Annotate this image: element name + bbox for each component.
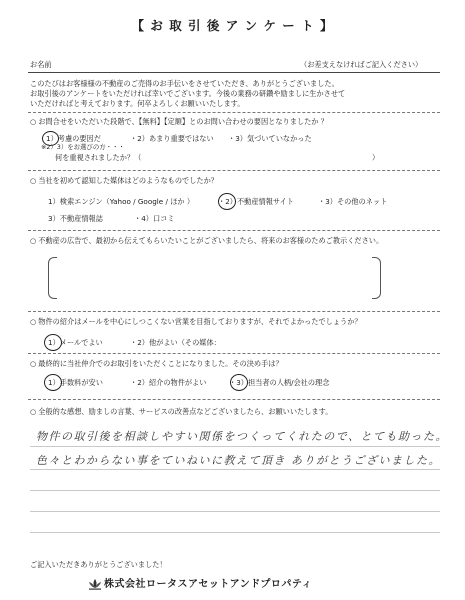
divider — [28, 170, 440, 171]
q4-option-1[interactable]: 1）メールでよい — [48, 338, 103, 347]
answer-line[interactable] — [30, 469, 440, 470]
name-line[interactable] — [28, 72, 440, 73]
lotus-logo-icon — [88, 575, 102, 587]
divider — [28, 230, 440, 231]
q6-handwritten-line-2: 色々とわからない事をていねいに教えて頂き ありがとうございました。 — [36, 454, 441, 467]
q3-answer-bracket-left — [48, 257, 57, 299]
name-label: お名前 — [30, 60, 52, 69]
q2-option-2[interactable]: ・2）不動産情報サイト — [218, 197, 294, 206]
q2-option-5[interactable]: ・4）口コミ — [134, 214, 175, 223]
intro-line-1: このたびはお客様様の不動産のご売得のお手伝いをさせていただき、ありがとうございました。 — [30, 79, 339, 88]
company-name: 株式会社ロータスアセットアンドプロパティ — [104, 579, 313, 590]
q1-question: ○ お問合せをいただいた段階で、【無料】【定額】とのお問い合わせの要因となりましたか ？ — [30, 117, 328, 126]
q2-option-4[interactable]: 3）不動産情報誌 — [48, 214, 103, 223]
q5-option-1[interactable]: 1）手数料が安い — [48, 378, 103, 387]
q2-option-3[interactable]: ・3）その他のネット — [318, 197, 388, 206]
q2-question: ○ 当社を初めて認知した媒体はどのようなものでしたか？ — [30, 176, 218, 185]
q3-answer-bracket-right — [372, 257, 381, 299]
intro-line-3: いただければと考えております。何卒よろしくお願いいたします。 — [30, 99, 245, 108]
q4-option-1-selection — [44, 334, 62, 351]
q1-sub-note: ※2）3）をお選びの方・・・ — [41, 143, 125, 151]
q1-followup-close: ） — [372, 153, 380, 162]
divider — [28, 311, 440, 312]
q5-question: ○ 最終的に当社仲介でのお取引をいただくことになりました。その決め手は？ — [30, 359, 283, 368]
q6-handwritten-line-1: 物件の取引後を相談しやすい関係をつくってくれたので、とても助った。 — [36, 430, 449, 443]
q6-question: ○ 全般的な感想、励ましの言葉、サービスの改善点などございましたら、お願いいたします。 — [30, 407, 332, 416]
answer-line[interactable] — [30, 446, 440, 447]
answer-line[interactable] — [30, 490, 440, 491]
answer-line[interactable] — [30, 532, 440, 533]
divider — [28, 112, 440, 113]
q2-option-2-selection — [218, 193, 236, 210]
q5-option-3[interactable]: ・3）担当者の人柄/会社の理念 — [229, 378, 330, 387]
page-title: 【 お 取 引 後 ア ン ケ ー ト 】 — [131, 18, 334, 33]
closing-message: ご記入いただきありがとうございました！ — [30, 560, 167, 569]
divider — [28, 353, 440, 354]
q5-option-1-selection — [44, 374, 62, 391]
q4-question: ○ 物件の紹介はメールを中心にしつこくない営業を目指しておりますが、それでよかったでしょうか？ — [30, 317, 362, 326]
q5-option-3-selection — [230, 374, 248, 391]
q1-option-2[interactable]: ・2）あまり重要ではない — [130, 134, 214, 143]
q1-option-3[interactable]: ・3）気づいていなかった — [228, 134, 312, 143]
answer-line[interactable] — [30, 511, 440, 512]
q3-answer-area[interactable] — [60, 257, 368, 297]
divider — [28, 399, 440, 400]
q5-option-2[interactable]: ・2）紹介の物件がよい — [130, 378, 207, 387]
q2-option-1[interactable]: 1）検索エンジン（Yahoo / Google / ほか ） — [48, 197, 195, 206]
q1-followup: 何を重視されましたか？（ — [55, 153, 142, 162]
q4-option-2[interactable]: ・2）他がよい（その媒体： — [130, 338, 221, 347]
name-note: （お差支えなければご記入ください） — [300, 60, 423, 69]
q3-question: ○ 不動産の広告で、最初から伝えてもらいたいことがございましたら、将来のお客様のためご教示ください。 — [30, 236, 383, 245]
intro-line-2: お取引後のアンケートをいただければ幸いでございます。今後の業務の研鑽や励ましに生かさせて — [30, 89, 346, 98]
q1-option-1[interactable]: 1）考慮の要因だ — [46, 134, 101, 143]
